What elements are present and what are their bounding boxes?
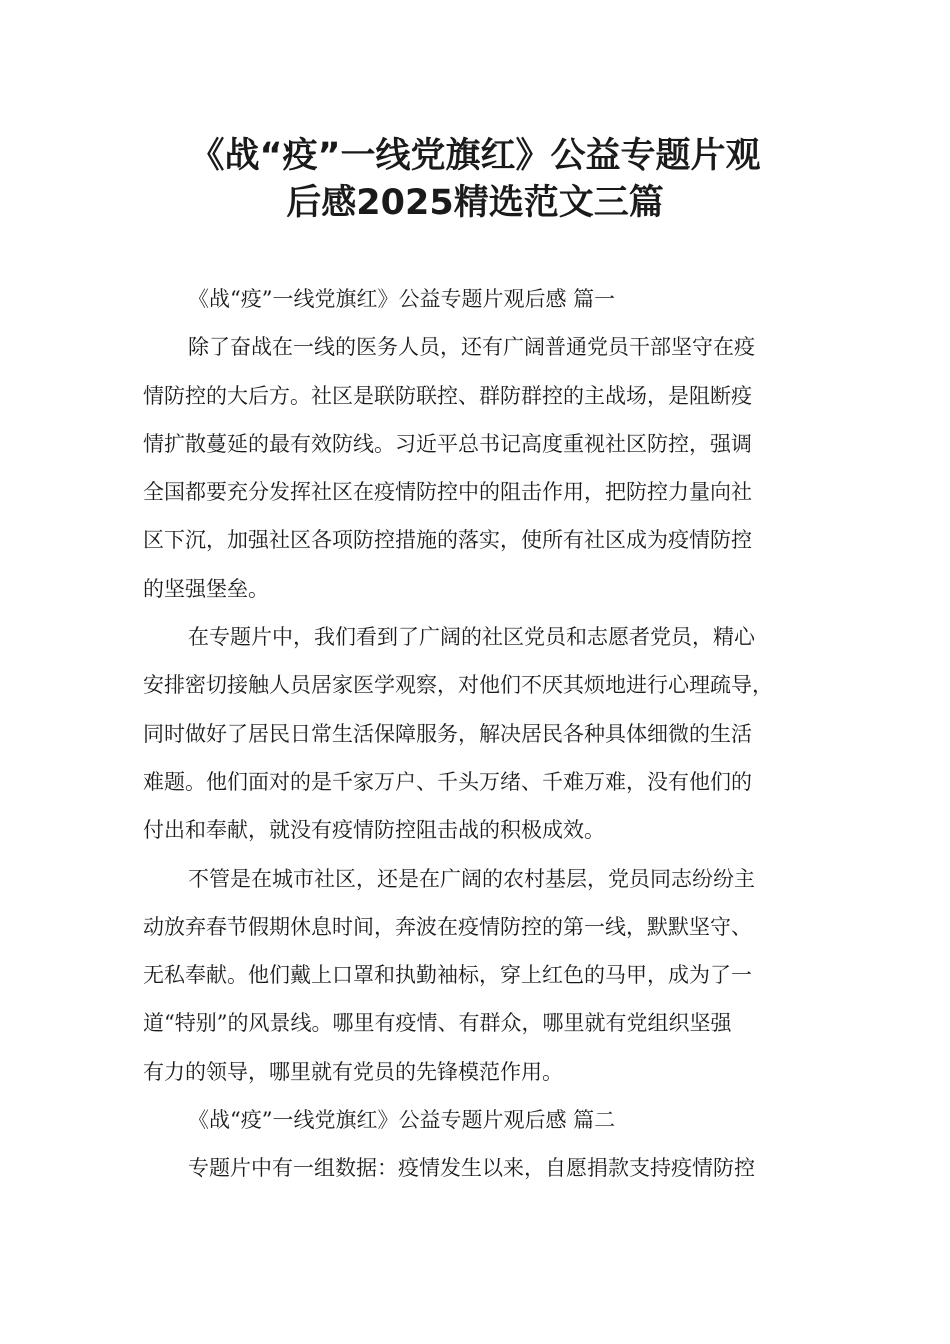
document-title-line-1: 《战“疫”一线党旗红》公益专题片观 xyxy=(189,136,761,176)
paragraph-line: 在专题片中，我们看到了广阔的社区党员和志愿者党员，精心 xyxy=(188,625,755,650)
document-title-line-2: 后感2025精选范文三篇 xyxy=(286,183,664,223)
paragraph-line: 情防控的大后方。社区是联防联控、群防群控的主战场，是阻断疫 xyxy=(143,383,752,408)
section-heading-1: 《战“疫”一线党旗红》公益专题片观后感 篇一 xyxy=(188,287,616,311)
paragraph-line: 难题。他们面对的是千家万户、千头万绪、千难万难，没有他们的 xyxy=(143,769,752,794)
paragraph-line: 除了奋战在一线的医务人员，还有广阔普通党员干部坚守在疫 xyxy=(188,335,755,360)
paragraph-line: 全国都要充分发挥社区在疫情防控中的阻击作用，把防控力量向社 xyxy=(143,480,752,505)
paragraph-line: 无私奉献。他们戴上口罩和执勤袖标，穿上红色的马甲，成为了一 xyxy=(143,963,752,988)
paragraph-line: 不管是在城市社区，还是在广阔的农村基层，党员同志纷纷主 xyxy=(188,866,755,891)
paragraph-line: 道“特别”的风景线。哪里有疫情、有群众，哪里就有党组织坚强 xyxy=(143,1011,732,1036)
paragraph-2 xyxy=(143,613,823,854)
paragraph-line: 动放弃春节假期休息时间，奔波在疫情防控的第一线，默默坚守、 xyxy=(143,914,752,939)
paragraph-line: 同时做好了居民日常生活保障服务，解决居民各种具体细微的生活 xyxy=(143,721,752,746)
paragraph-4 xyxy=(143,1144,823,1192)
paragraph-line: 的坚强堡垒。 xyxy=(143,576,269,601)
paragraph-line: 付出和奉献，就没有疫情防控阻击战的积极成效。 xyxy=(143,818,605,843)
paragraph-line: 区下沉，加强社区各项防控措施的落实，使所有社区成为疫情防控 xyxy=(143,528,752,553)
paragraph-1 xyxy=(143,323,823,613)
section-heading-2: 《战“疫”一线党旗红》公益专题片观后感 篇二 xyxy=(188,1108,616,1133)
paragraph-line: 安排密切接触人员居家医学观察，对他们不厌其烦地进行心理疏导， xyxy=(143,673,773,698)
paragraph-line: 情扩散蔓延的最有效防线。习近平总书记高度重视社区防控，强调 xyxy=(143,431,752,456)
paragraph-3 xyxy=(143,855,823,1096)
document-body xyxy=(143,275,823,1193)
paragraph-line: 有力的领导，哪里就有党员的先锋模范作用。 xyxy=(143,1059,563,1084)
paragraph-line: 专题片中有一组数据：疫情发生以来，自愿捐款支持疫情防控 xyxy=(188,1156,755,1181)
